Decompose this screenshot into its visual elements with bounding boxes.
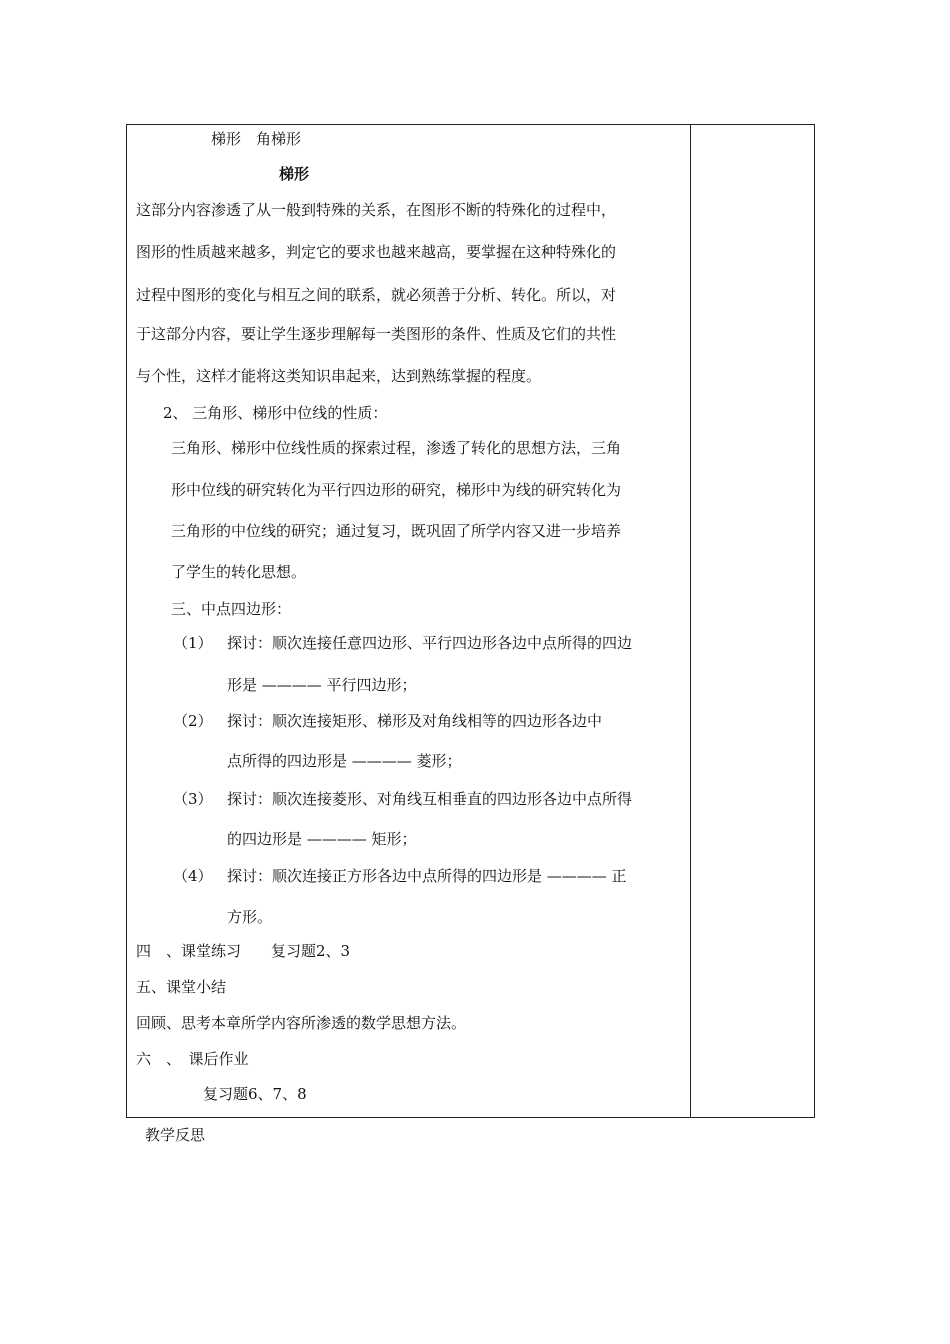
- item4-line-1: 探讨：顺次连接正方形各边中点所得的四边形是 ———— 正: [227, 867, 627, 885]
- section3-heading: 三、中点四边形：: [171, 600, 292, 618]
- section2-line-2: 形中位线的研究转化为平行四边形的研究，梯形中为线的研究转化为: [171, 481, 622, 499]
- section2-line-3: 三角形的中位线的研究；通过复习，既巩固了所学内容又进一步培养: [171, 522, 622, 540]
- para1-line-1: 这部分内容渗透了从一般到特殊的关系，在图形不断的特殊化的过程中，: [136, 201, 617, 219]
- section2-heading: 2、 三角形、梯形中位线的性质：: [163, 404, 388, 422]
- section2-line-4: 了学生的转化思想。: [171, 563, 307, 581]
- column-divider: [690, 125, 691, 1117]
- item2-number: （2）: [173, 712, 213, 730]
- item2-line-1: 探讨：顺次连接矩形、梯形及对角线相等的四边形各边中: [227, 712, 603, 730]
- para1-line-3: 过程中图形的变化与相互之间的联系，就必须善于分析、转化。所以，对: [136, 286, 617, 304]
- header-line-2: 梯形: [279, 165, 310, 183]
- para1-line-5: 与个性，这样才能将这类知识串起来，达到熟练掌握的程度。: [136, 367, 542, 385]
- header-line-1: 梯形 角梯形: [211, 130, 302, 148]
- item4-number: （4）: [173, 867, 213, 885]
- para1-line-4: 于这部分内容，要让学生逐步理解每一类图形的条件、性质及它们的共性: [136, 325, 617, 343]
- item1-line-2: 形是 ———— 平行四边形；: [227, 676, 417, 694]
- item3-number: （3）: [173, 790, 213, 808]
- para1-line-2: 图形的性质越来越多，判定它的要求也越来越高，要掌握在这种特殊化的: [136, 243, 617, 261]
- section6-text: 复习题6、7、8: [203, 1085, 307, 1103]
- lesson-table: [126, 124, 815, 1118]
- section2-line-1: 三角形、梯形中位线性质的探索过程，渗透了转化的思想方法，三角: [171, 439, 622, 457]
- item3-line-2: 的四边形是 ———— 矩形；: [227, 830, 417, 848]
- section5-heading: 五、课堂小结: [136, 978, 227, 996]
- teaching-reflection-label: 教学反思: [145, 1126, 206, 1144]
- section5-text: 回顾、思考本章所学内容所渗透的数学思想方法。: [136, 1014, 467, 1032]
- section6-heading: 六 、 课后作业: [136, 1050, 249, 1068]
- section4-line: 四 、课堂练习 复习题2、3: [136, 942, 351, 960]
- item1-number: （1）: [173, 634, 213, 652]
- item3-line-1: 探讨：顺次连接菱形、对角线互相垂直的四边形各边中点所得: [227, 790, 633, 808]
- item4-line-2: 方形。: [227, 908, 273, 926]
- item2-line-2: 点所得的四边形是 ———— 菱形；: [227, 752, 462, 770]
- item1-line-1: 探讨：顺次连接任意四边形、平行四边形各边中点所得的四边: [227, 634, 633, 652]
